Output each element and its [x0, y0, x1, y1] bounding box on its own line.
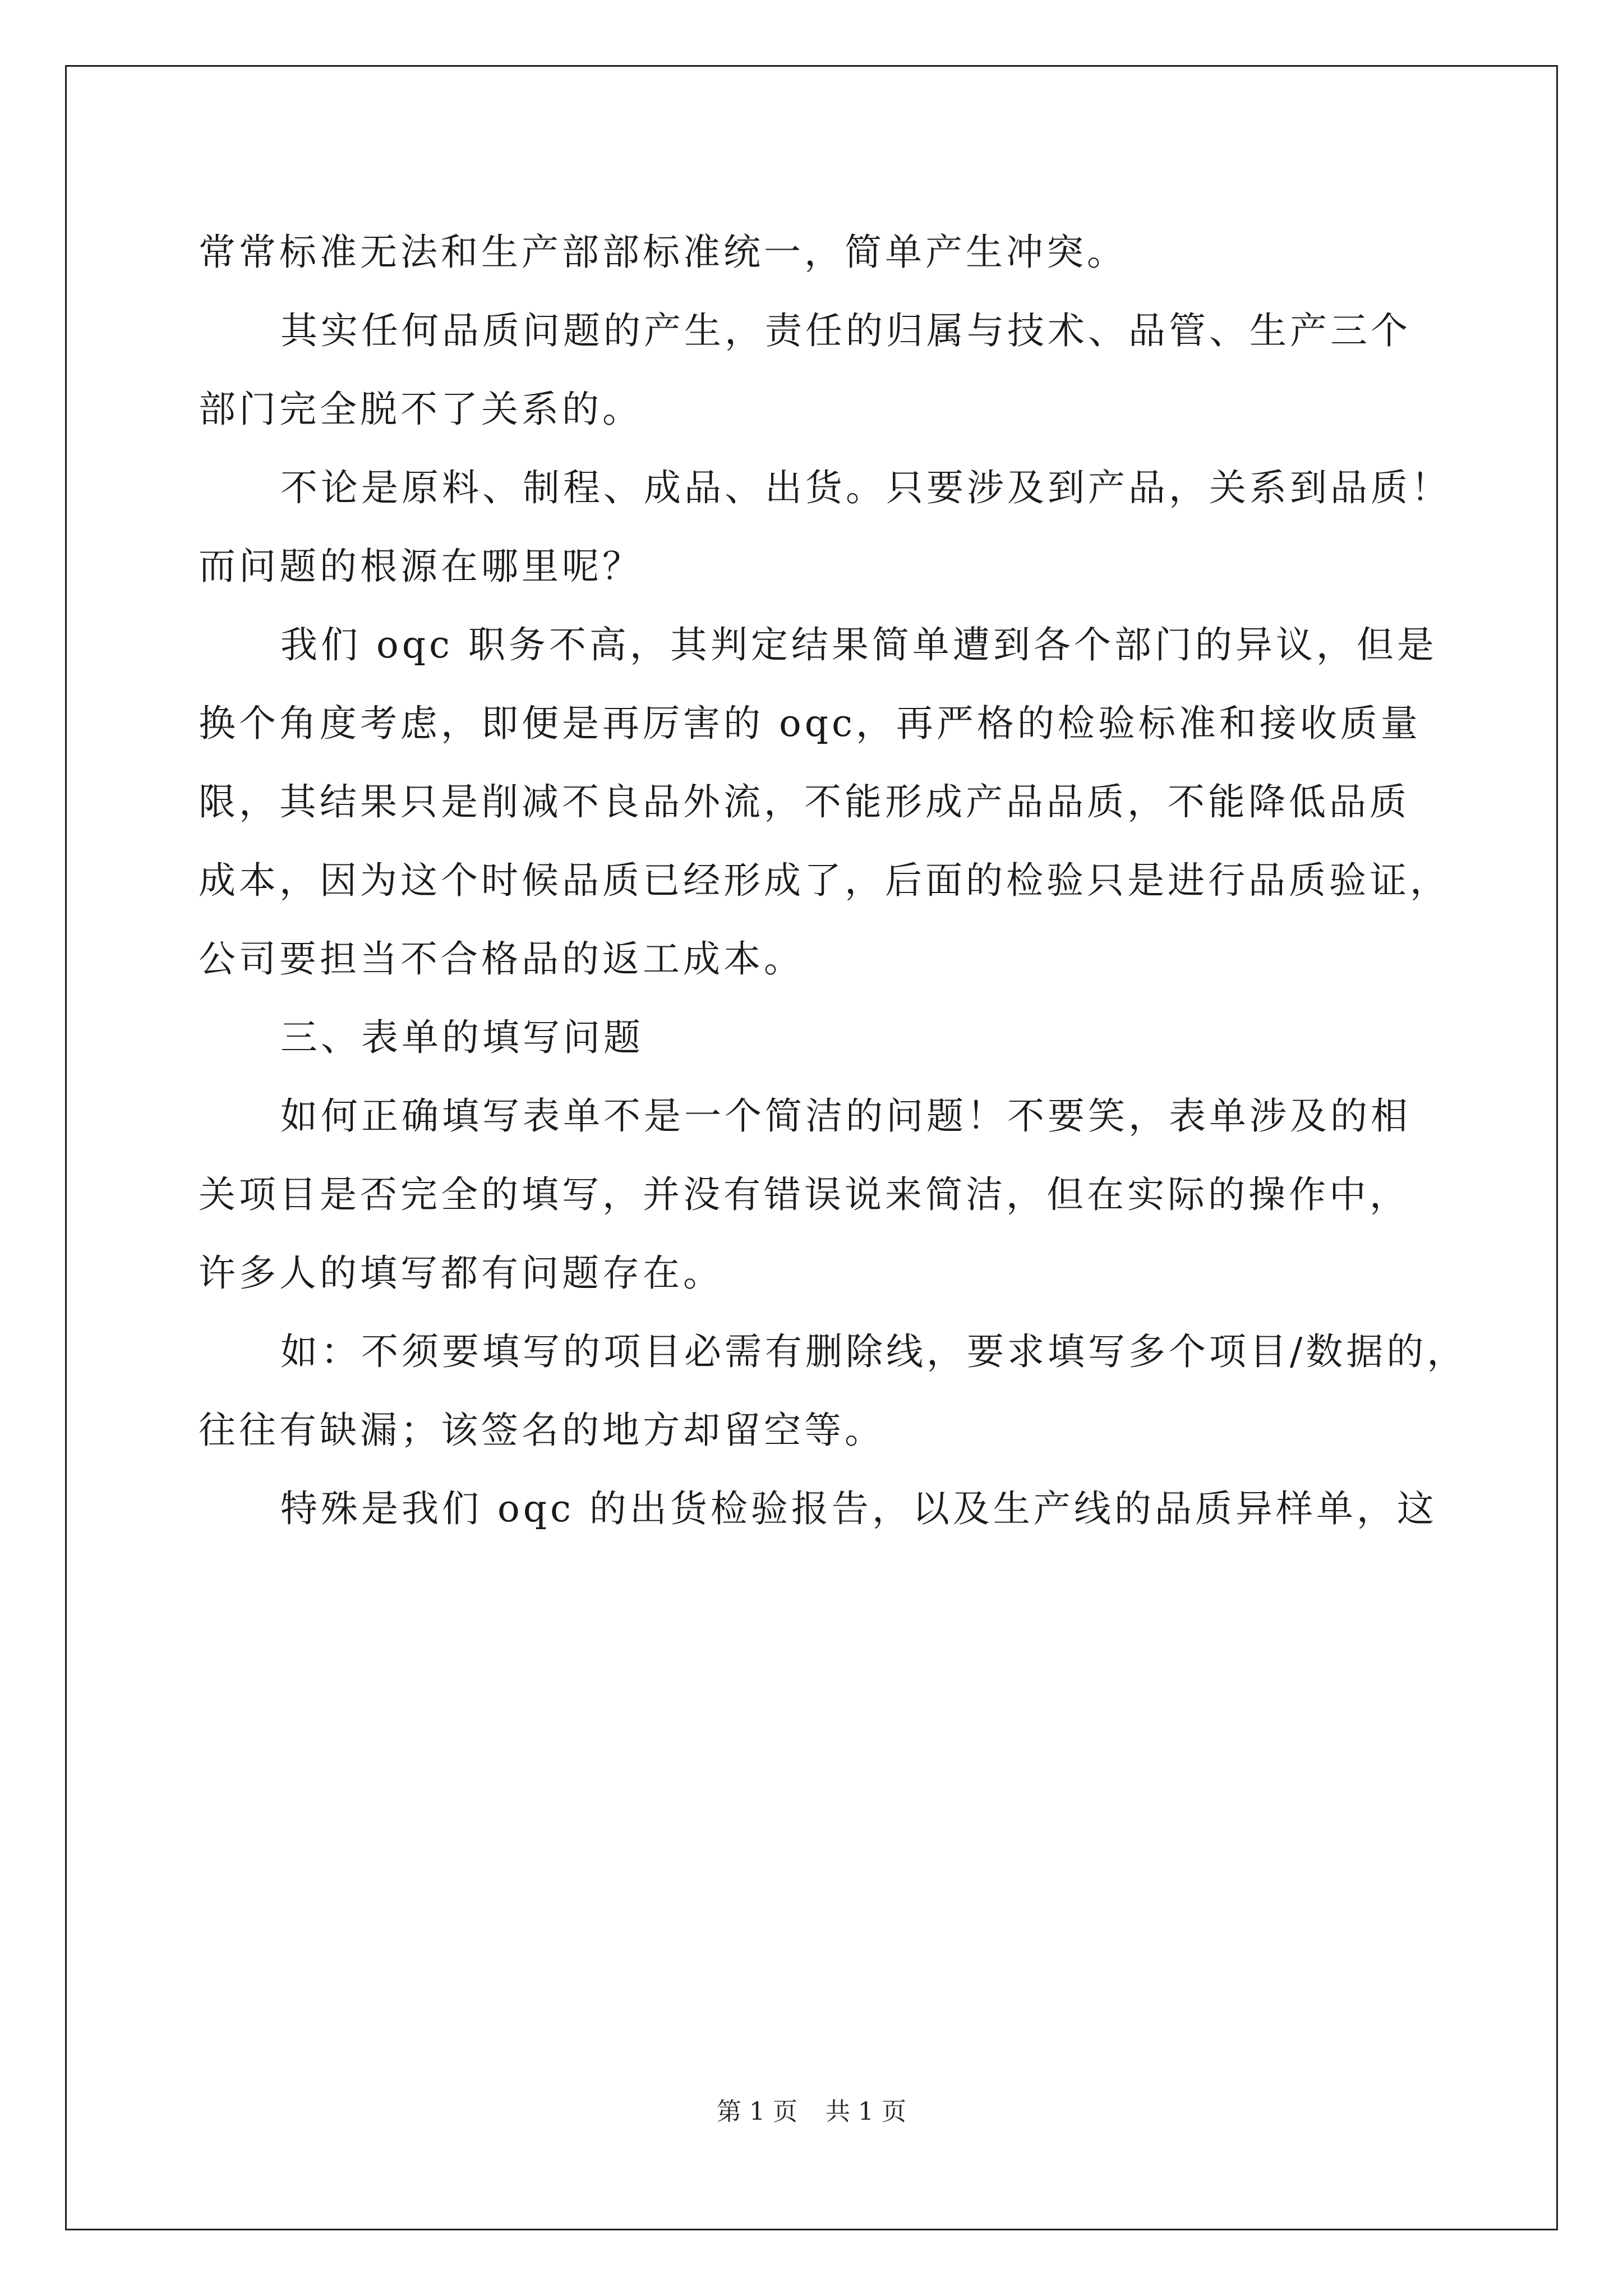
- text-line: 不论是原料、制程、成品、出货。只要涉及到产品，关系到品质！: [280, 466, 1451, 509]
- text-line: 换个角度考虑，即便是再厉害的 oqc，再严格的检验标准和接收质量: [199, 702, 1421, 745]
- section-heading: 三、表单的填写问题: [280, 1016, 644, 1059]
- page-number: 第 1 页: [717, 2097, 797, 2126]
- text-line: 公司要担当不合格品的返工成本。: [199, 937, 804, 981]
- text-line: 我们 oqc 职务不高，其判定结果简单遭到各个部门的异议，但是: [280, 623, 1437, 666]
- page-total: 共 1 页: [826, 2097, 906, 2126]
- document-body: [199, 213, 1468, 1548]
- text-line: 部门完全脱不了关系的。: [199, 388, 643, 431]
- page-footer: [0, 2095, 1623, 2129]
- text-line: 往往有缺漏；该签名的地方却留空等。: [199, 1409, 885, 1452]
- text-line: 关项目是否完全的填写，并没有错误说来简洁，但在实际的操作中，: [199, 1173, 1410, 1216]
- text-line: 成本，因为这个时候品质已经形成了，后面的检验只是进行品质验证，: [199, 859, 1450, 902]
- text-line: 其实任何品质问题的产生，责任的归属与技术、品管、生产三个: [280, 309, 1411, 352]
- text-line: 许多人的填写都有问题存在。: [199, 1251, 723, 1295]
- text-line: 限，其结果只是削减不良品外流，不能形成产品品质，不能降低品质: [199, 780, 1410, 823]
- text-line: 如何正确填写表单不是一个简洁的问题！不要笑，表单涉及的相: [280, 1094, 1411, 1138]
- text-line: 而问题的根源在哪里呢？: [199, 545, 643, 588]
- text-line: 如：不须要填写的项目必需有删除线，要求填写多个项目/数据的，: [280, 1330, 1468, 1373]
- text-line: 特殊是我们 oqc 的出货检验报告，以及生产线的品质异样单，这: [280, 1487, 1437, 1530]
- text-line: 常常标准无法和生产部部标准统一，简单产生冲突。: [199, 231, 1127, 274]
